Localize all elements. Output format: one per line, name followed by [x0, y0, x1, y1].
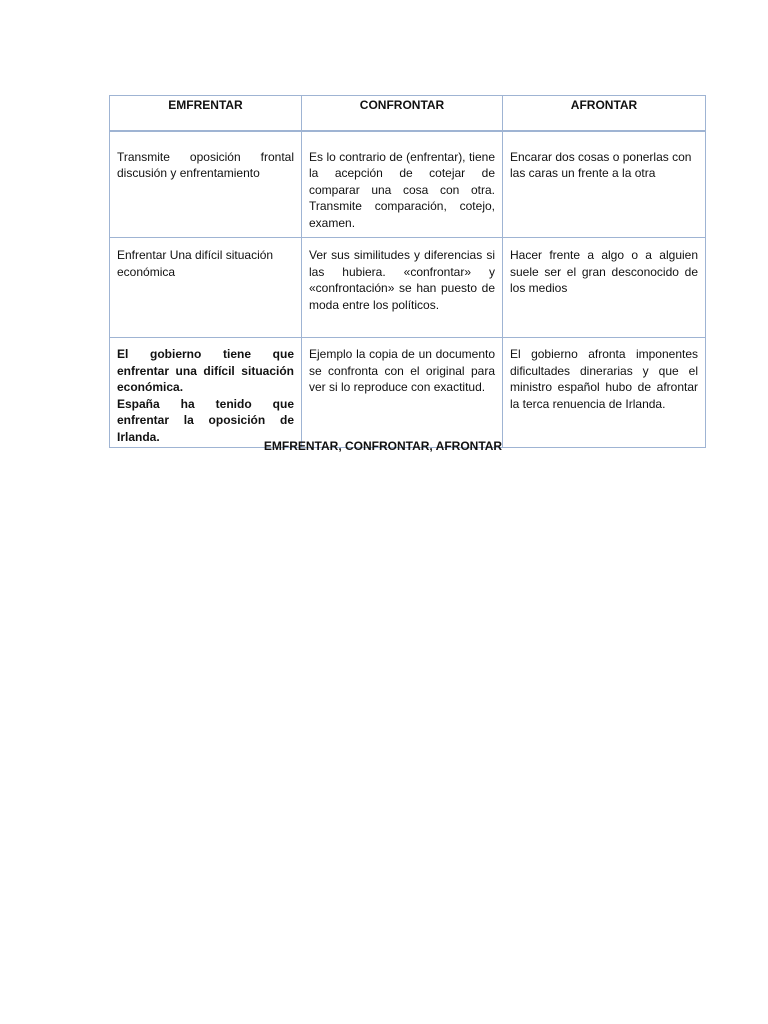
table-caption: EMFRENTAR, CONFRONTAR, AFRONTAR	[263, 439, 503, 453]
cell-example-emfrentar	[110, 338, 302, 448]
example-sentence-2: España ha tenido que enfrentar la oposición de Irlanda.	[117, 396, 294, 444]
header-emfrentar: EMFRENTAR	[110, 96, 302, 131]
cell-usage-afrontar: Hacer frente a algo o a alguien suele ser el gran desconocido de los medios	[503, 238, 706, 338]
cell-usage-emfrentar: Enfrentar Una difícil situación económica	[110, 238, 302, 338]
cell-usage-confrontar: Ver sus similitudes y diferencias si las hubiera. «confrontar» y «confrontación» se han puesto de moda entre los políticos.	[302, 238, 503, 338]
cell-example-confrontar: Ejemplo la copia de un documento se confronta con el original para ver si lo reproduce con exactitud.	[302, 338, 503, 448]
example-sentence-1: El gobierno tiene que enfrentar una difícil situación económica.	[117, 347, 294, 394]
header-confrontar: CONFRONTAR	[302, 96, 503, 131]
table-row	[110, 338, 706, 448]
table-header-row	[110, 96, 706, 131]
cell-definition-emfrentar: Transmite oposición frontal discusión y enfrentamiento	[110, 131, 302, 238]
cell-definition-afrontar: Encarar dos cosas o ponerlas con las caras un frente a la otra	[503, 131, 706, 238]
comparison-table	[109, 95, 706, 448]
table-row	[110, 131, 706, 238]
table-row	[110, 238, 706, 338]
header-afrontar: AFRONTAR	[503, 96, 706, 131]
cell-definition-confrontar: Es lo contrario de (enfrentar), tiene la acepción de cotejar de comparar una cosa con otra. Transmite comparación, cotejo, examen.	[302, 131, 503, 238]
cell-example-afrontar: El gobierno afronta imponentes dificultades dinerarias y que el ministro español hubo de afrontar la terca renuencia de Irlanda.	[503, 338, 706, 448]
